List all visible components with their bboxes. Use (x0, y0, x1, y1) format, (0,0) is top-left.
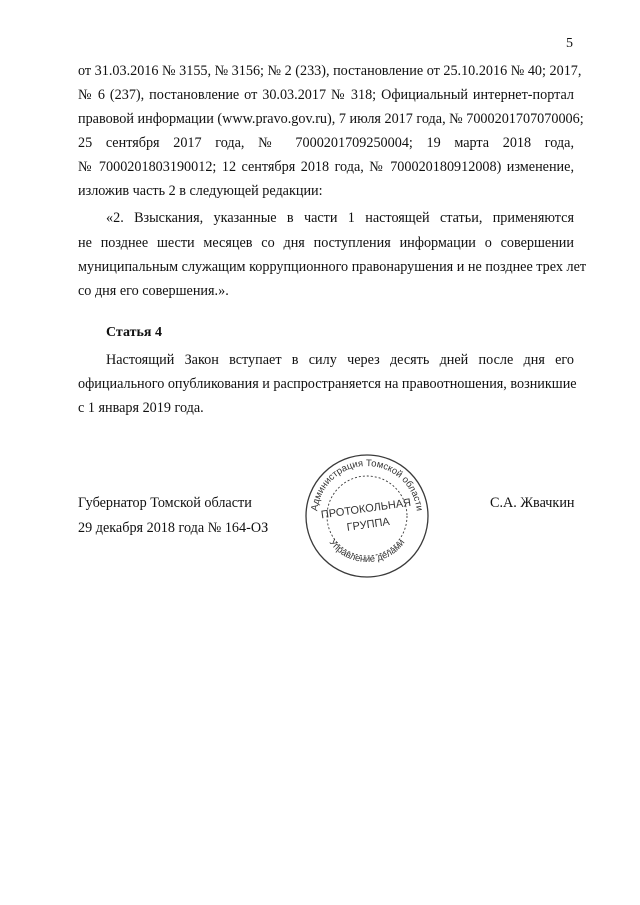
official-stamp (303, 452, 431, 580)
governor-name: С.А. Жвачкин (490, 495, 575, 511)
governor-title: Губернатор Томской области (78, 495, 252, 511)
body-line: от 31.03.2016 № 3155, № 3156; № 2 (233), постановление от 25.10.2016 № 40; 2017, (78, 63, 582, 79)
page-number: 5 (566, 36, 573, 51)
quote-line: муниципальным служащим коррупционного правонарушения и не позднее трех лет (78, 259, 587, 275)
article-line: официального опубликования и распространяется на правоотношения, возникшие (78, 376, 577, 392)
quote-line: «2. Взыскания, указанные в части 1 настоящей статьи, применяются (106, 210, 574, 226)
body-line: 25 сентября 2017 года, № 7000201709250004; 19 марта 2018 года, (78, 135, 574, 151)
quote-line: не позднее шести месяцев со дня поступления информации о совершении (78, 235, 574, 251)
article-line: Настоящий Закон вступает в силу через десять дней после дня его (106, 352, 574, 368)
body-line: № 7000201803190012; 12 сентября 2018 года, № 700020180912008) изменение, (78, 159, 574, 175)
body-line: правовой информации (www.pravo.gov.ru), 7 июля 2017 года, № 7000201707070006; (78, 111, 584, 127)
stamp-center-line2: ГРУППА (346, 515, 391, 534)
quote-line: со дня его совершения.». (78, 283, 229, 299)
law-date-number: 29 декабря 2018 года № 164-ОЗ (78, 520, 269, 536)
article-line: с 1 января 2019 года. (78, 400, 204, 416)
article-heading: Статья 4 (106, 325, 162, 340)
stamp-outer-top-text: Администрация Томской области (309, 457, 425, 512)
body-line: изложив часть 2 в следующей редакции: (78, 183, 323, 199)
body-line: № 6 (237), постановление от 30.03.2017 № 318; Официальный интернет-портал (78, 87, 574, 103)
stamp-outer-bottom-text: Управление делами (326, 537, 408, 566)
stamp-center-line1: ПРОТОКОЛЬНАЯ (320, 496, 412, 522)
